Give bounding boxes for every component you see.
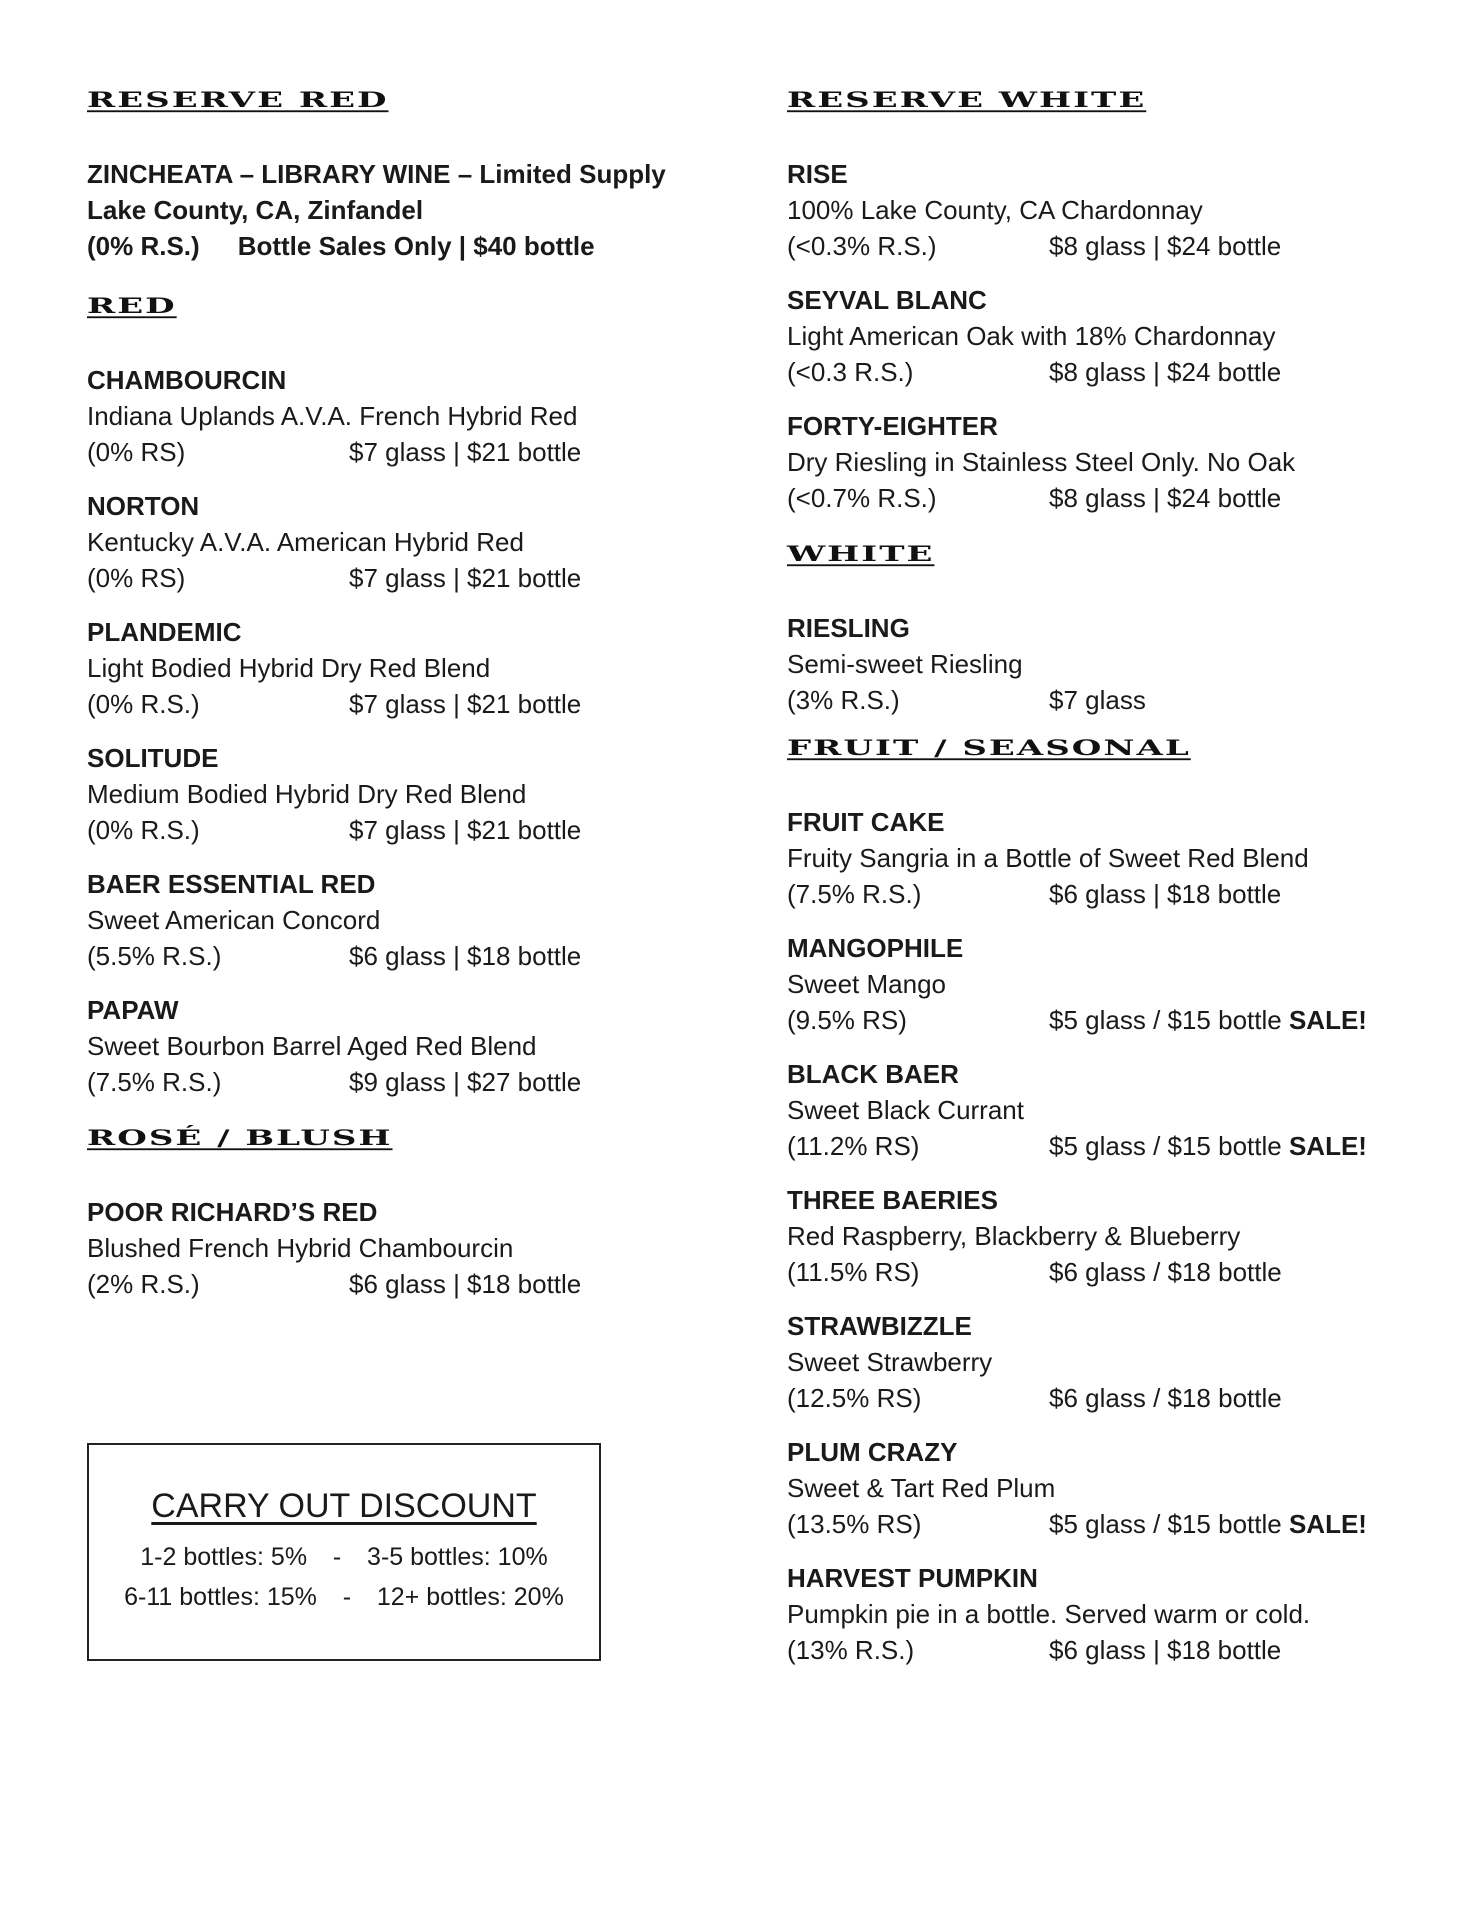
section-heading: ROSÉ / BLUSH (87, 1126, 393, 1151)
price (1049, 1254, 1282, 1290)
price-text: $7 glass (1049, 685, 1146, 715)
price-text: $7 glass | $21 bottle (349, 563, 582, 593)
wine-description: Medium Bodied Hybrid Dry Red Blend (87, 779, 527, 809)
sale-badge: SALE! (1288, 1131, 1367, 1161)
price-row (787, 480, 1427, 516)
price (1049, 480, 1281, 516)
reserve-red-section (87, 88, 687, 264)
wine-name: STRAWBIZZLE (787, 1311, 972, 1341)
price-text: $8 glass | $24 bottle (1049, 357, 1282, 387)
price-row (87, 434, 687, 470)
residual-sugar: (13.5% RS) (787, 1509, 922, 1539)
residual-sugar: (0% RS) (87, 563, 186, 593)
wine-item (87, 1194, 687, 1302)
residual-sugar: (12.5% RS) (787, 1383, 922, 1413)
wine-name: SOLITUDE (87, 743, 219, 773)
price-row (87, 812, 687, 848)
price-row (787, 1632, 1427, 1668)
price (349, 812, 581, 848)
price (349, 686, 581, 722)
price: Bottle Sales Only | $40 bottle (237, 231, 595, 261)
price (1049, 1506, 1367, 1542)
price (349, 560, 581, 596)
separator: - (342, 1583, 352, 1611)
wine-description: Sweet & Tart Red Plum (787, 1473, 1056, 1503)
price (349, 1266, 581, 1302)
wine-name: MANGOPHILE (787, 933, 964, 963)
wine-item (787, 156, 1427, 264)
residual-sugar: (2% R.S.) (87, 1269, 200, 1299)
price-row (787, 1002, 1427, 1038)
wine-name: FORTY-EIGHTER (787, 411, 998, 441)
reserve-white-section (787, 88, 1427, 516)
wine-item (87, 614, 687, 722)
residual-sugar: (<0.3% R.S.) (787, 231, 937, 261)
price-row (787, 354, 1427, 390)
residual-sugar: (<0.7% R.S.) (787, 483, 937, 513)
wine-name: SEYVAL BLANC (787, 285, 987, 315)
wine-name: PLANDEMIC (87, 617, 242, 647)
wine-description: Lake County, CA, Zinfandel (87, 195, 424, 225)
residual-sugar: (11.5% RS) (787, 1257, 920, 1287)
wine-description: Sweet Strawberry (787, 1347, 993, 1377)
sale-badge: SALE! (1288, 1005, 1367, 1035)
price-text: $8 glass | $24 bottle (1049, 231, 1282, 261)
price-row (787, 1254, 1427, 1290)
wine-item (87, 992, 687, 1100)
wine-item (87, 362, 687, 470)
price-text: $7 glass | $21 bottle (349, 689, 582, 719)
wine-item (787, 804, 1427, 912)
wine-description: 100% Lake County, CA Chardonnay (787, 195, 1203, 225)
rose-section (87, 1126, 687, 1302)
price (349, 938, 581, 974)
wine-description: Light American Oak with 18% Chardonnay (787, 321, 1276, 351)
price-text: $6 glass | $18 bottle (1049, 879, 1282, 909)
price-row (787, 1380, 1427, 1416)
discount-row (89, 1577, 599, 1617)
residual-sugar: (0% R.S.) (87, 231, 200, 261)
wine-item (787, 1056, 1427, 1164)
wine-item (87, 866, 687, 974)
carry-out-discount-box (87, 1443, 601, 1661)
wine-name: POOR RICHARD’S RED (87, 1197, 378, 1227)
section-heading: RESERVE RED (87, 88, 389, 113)
wine-name: HARVEST PUMPKIN (787, 1563, 1038, 1593)
wine-list (787, 610, 1427, 718)
wine-description: Semi-sweet Riesling (787, 649, 1023, 679)
wine-item (787, 930, 1427, 1038)
price (1049, 1002, 1367, 1038)
residual-sugar: (0% R.S.) (87, 815, 200, 845)
residual-sugar: (13% R.S.) (787, 1635, 915, 1665)
wine-list (787, 804, 1427, 1668)
residual-sugar: (<0.3 R.S.) (787, 357, 914, 387)
price-text: $5 glass / $15 bottle (1049, 1005, 1289, 1035)
residual-sugar: (7.5% R.S.) (787, 879, 922, 909)
discount-tier: 1-2 bottles: 5% (140, 1543, 308, 1571)
price-text: $7 glass | $21 bottle (349, 815, 582, 845)
price-row (787, 1506, 1427, 1542)
wine-description: Sweet Black Currant (787, 1095, 1024, 1125)
wine-item (87, 156, 687, 264)
residual-sugar: (5.5% R.S.) (87, 941, 222, 971)
discount-title: CARRY OUT DISCOUNT (151, 1487, 537, 1525)
wine-item (87, 488, 687, 596)
wine-name: PLUM CRAZY (787, 1437, 958, 1467)
price (1049, 682, 1146, 718)
price (349, 1064, 581, 1100)
section-heading: RESERVE WHITE (787, 88, 1147, 113)
red-section (87, 294, 687, 1100)
wine-name: NORTON (87, 491, 200, 521)
price (1049, 876, 1281, 912)
wine-description: Fruity Sangria in a Bottle of Sweet Red Blend (787, 843, 1309, 873)
wine-name: FRUIT CAKE (787, 807, 945, 837)
price (1049, 354, 1281, 390)
price-row (87, 1266, 687, 1302)
price-row (787, 876, 1427, 912)
wine-item (787, 1560, 1427, 1668)
wine-item (787, 1182, 1427, 1290)
price-text: $5 glass / $15 bottle (1049, 1131, 1289, 1161)
price-row (787, 1128, 1427, 1164)
discount-tier: 3-5 bottles: 10% (367, 1543, 548, 1571)
wine-item (787, 1434, 1427, 1542)
price-row (87, 686, 687, 722)
wine-item (787, 408, 1427, 516)
fruit-seasonal-section (787, 736, 1427, 1668)
price-row (87, 560, 687, 596)
price-text: $8 glass | $24 bottle (1049, 483, 1282, 513)
price (1049, 228, 1281, 264)
wine-item (787, 610, 1427, 718)
left-column (87, 88, 687, 1320)
wine-description: Sweet American Concord (87, 905, 381, 935)
price (1049, 1632, 1281, 1668)
price-row (87, 228, 687, 264)
price-text: $6 glass | $18 bottle (349, 1269, 582, 1299)
price-text: $5 glass / $15 bottle (1049, 1509, 1289, 1539)
wine-name: RIESLING (787, 613, 910, 643)
wine-description: Dry Riesling in Stainless Steel Only. No Oak (787, 447, 1296, 477)
wine-name: THREE BAERIES (787, 1185, 998, 1215)
wine-name: ZINCHEATA – LIBRARY WINE – Limited Supply (87, 159, 666, 189)
section-heading: WHITE (787, 542, 935, 567)
residual-sugar: (7.5% R.S.) (87, 1067, 222, 1097)
section-heading: RED (87, 294, 177, 319)
price (1049, 1380, 1282, 1416)
sale-badge: SALE! (1288, 1509, 1367, 1539)
price (349, 434, 581, 470)
white-section (787, 542, 1427, 718)
price-text: $9 glass | $27 bottle (349, 1067, 582, 1097)
price-text: $6 glass | $18 bottle (349, 941, 582, 971)
price-row (787, 682, 1427, 718)
price (1049, 1128, 1367, 1164)
price-row (87, 938, 687, 974)
wine-description: Pumpkin pie in a bottle. Served warm or cold. (787, 1599, 1311, 1629)
wine-name: PAPAW (87, 995, 179, 1025)
wine-item (787, 1308, 1427, 1416)
discount-row (89, 1537, 599, 1577)
residual-sugar: (3% R.S.) (787, 685, 900, 715)
discount-tier: 6-11 bottles: 15% (124, 1583, 317, 1611)
wine-description: Sweet Bourbon Barrel Aged Red Blend (87, 1031, 537, 1061)
wine-description: Light Bodied Hybrid Dry Red Blend (87, 653, 491, 683)
residual-sugar: (0% RS) (87, 437, 186, 467)
discount-tier: 12+ bottles: 20% (376, 1583, 564, 1611)
wine-name: CHAMBOURCIN (87, 365, 287, 395)
wine-list (87, 362, 687, 1100)
residual-sugar: (9.5% RS) (787, 1005, 907, 1035)
price-row (787, 228, 1427, 264)
residual-sugar: (0% R.S.) (87, 689, 200, 719)
wine-list (787, 156, 1427, 516)
separator: - (332, 1543, 342, 1571)
price-text: $6 glass / $18 bottle (1049, 1257, 1282, 1287)
wine-name: RISE (787, 159, 848, 189)
wine-list (87, 1194, 687, 1302)
wine-item (87, 740, 687, 848)
price-text: $6 glass | $18 bottle (1049, 1635, 1282, 1665)
wine-name: BLACK BAER (787, 1059, 959, 1089)
price-text: $7 glass | $21 bottle (349, 437, 582, 467)
right-column (787, 88, 1427, 1686)
price-text: $6 glass / $18 bottle (1049, 1383, 1282, 1413)
residual-sugar: (11.2% RS) (787, 1131, 920, 1161)
wine-item (787, 282, 1427, 390)
wine-description: Kentucky A.V.A. American Hybrid Red (87, 527, 524, 557)
wine-description: Red Raspberry, Blackberry & Blueberry (787, 1221, 1241, 1251)
section-heading: FRUIT / SEASONAL (787, 736, 1191, 761)
wine-description: Sweet Mango (787, 969, 946, 999)
wine-description: Blushed French Hybrid Chambourcin (87, 1233, 514, 1263)
price-row (87, 1064, 687, 1100)
wine-name: BAER ESSENTIAL RED (87, 869, 376, 899)
wine-description: Indiana Uplands A.V.A. French Hybrid Red (87, 401, 578, 431)
